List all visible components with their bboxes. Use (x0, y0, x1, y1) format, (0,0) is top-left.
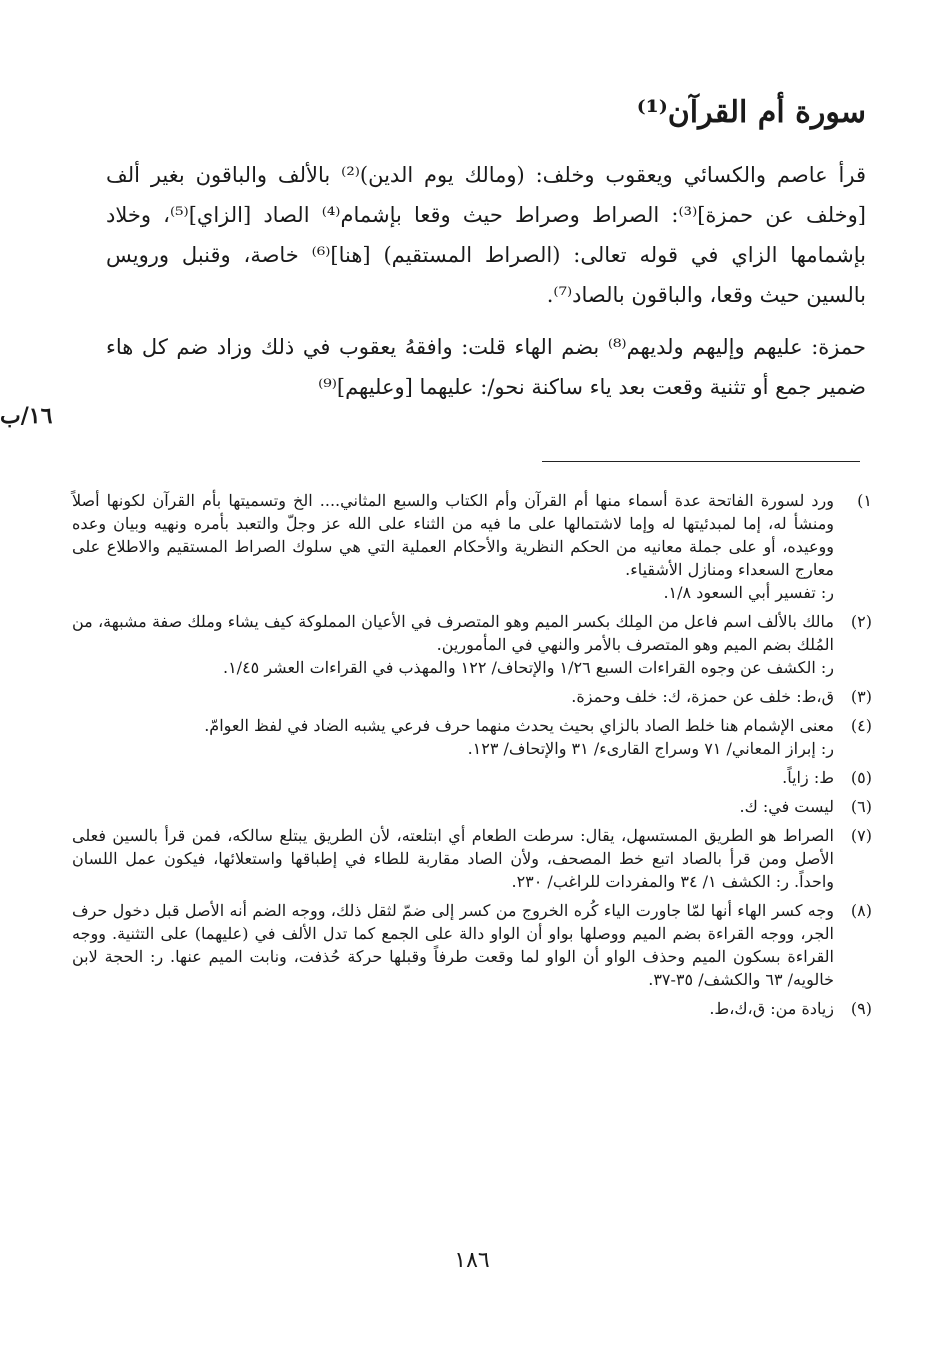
main-paragraph-2: حمزة: عليهم وإليهم ولديهم⁽⁸⁾ بضم الهاء قلت: وافقهُ يعقوب في ذلك وزاد ضم كل هاء ضمير جمع أو تثنية وقعت بعد ياء ساكنة نحو/: عليهما [وعليهم]⁽⁹⁾ (106, 335, 866, 399)
footnote-number: (٩) (850, 999, 872, 1018)
footnote-1 (72, 489, 872, 604)
footnote-3 (72, 685, 872, 708)
footnote-text: زيادة من: ق،ك،ط. (709, 999, 834, 1018)
footnote-reference: ر: إبراز المعاني/ ٧١ وسراج القارىء/ ٣١ والإتحاف/ ١٢٣. (467, 739, 834, 758)
footnote-text: ورد لسورة الفاتحة عدة أسماء منها أم القرآن وأم الكتاب والسبع المثاني.... الخ وتسميتها بأم القرآن لكونها أصلاً ومنشأ له، إما لمبدئيتها له وإما لاشتمالها على ما فيه من الثناء على الله عز وجلّ والتعبد بأمره ونهيه وبيان وعده ووعيده، أو على جملة معانيه من الحكم النظرية والأحكام العملية التي هي سلوك الصراط المستقيم والاطلاع على معارج السعداء ومنازل الأشقياء. (72, 491, 834, 579)
footnote-text: مالك بالألف اسم فاعل من المِلك بكسر الميم وهو المتصرف في الأعيان المملوكة كيف يشاء وملك صفة مشبهة، من المُلك بضم الميم وهو المتصرف بالأمر والنهي في المأمورين. (72, 612, 834, 654)
footnote-text: ق،ط: خلف عن حمزة، ك: خلف وحمزة. (571, 687, 834, 706)
footnote-8 (72, 899, 872, 991)
footnotes (72, 489, 872, 1026)
footnote-number: (٤) (850, 716, 872, 735)
footnote-text: معنى الإشمام هنا خلط الصاد بالزاي بحيث يحدث منهما حرف فرعي يشبه الضاد في لفظ العوامّ. (204, 716, 834, 735)
footnote-4 (72, 714, 872, 760)
footnote-text: ليست في: ك. (739, 797, 834, 816)
footnote-reference: ر: تفسير أبي السعود ١/٨. (663, 583, 834, 602)
footnote-number: (٥) (850, 768, 872, 787)
footnote-number: (٣) (850, 687, 872, 706)
footnote-text: الصراط هو الطريق المستسهل، يقال: سرطت الطعام أي ابتلعته، لأن الطريق يبتلع سالكه، فمن قرأ بالسين فعلى الأصل ومن قرأ بالصاد اتبع خط المصحف، ولأن الصاد مقاربة للطاء في إطباقها واستعلائها، فيكون عمل اللسان واحداً. ر: الكشف ١/ ٣٤ والمفردات للراغب/ ٢٣٠. (72, 826, 834, 891)
main-paragraph-1: قرأ عاصم والكسائي ويعقوب وخلف: (ومالك يوم الدين)⁽²⁾ بالألف والباقون بغير ألف [وخلف عن حمزة]⁽³⁾: الصراط وصراط حيث وقعا بإشمام⁽⁴⁾ الصاد [الزاي]⁽⁵⁾، وخلاد بإشمامها الزاي في قوله تعالى: (الصراط المستقيم) [هنا]⁽⁶⁾ خاصة، وقنبل ورويس بالسين حيث وقعا، والباقون بالصاد⁽⁷⁾. (106, 163, 866, 307)
footnote-number: (٨) (850, 901, 872, 920)
surah-title: سورة أم القرآن⁽¹⁾ (636, 95, 866, 130)
footnote-divider (542, 461, 860, 462)
footnote-text: ط: زاياً. (782, 768, 834, 787)
footnote-5 (72, 766, 872, 789)
footnote-9 (72, 997, 872, 1020)
manuscript-folio-marker: ١٦/ب (0, 403, 53, 429)
footnote-number: (٦) (850, 797, 872, 816)
footnote-reference: ر: الكشف عن وجوه القراءات السبع ١/٢٦ والإتحاف/ ١٢٢ والمهذب في القراءات العشر ١/٤٥. (222, 658, 834, 677)
main-text (106, 155, 866, 419)
footnote-text: وجه كسر الهاء أنها لمّا جاورت الياء كُره الخروج من كسر إلى ضمّ لثقل ذلك، ووجه الضم أنه الأصل قبل دخول حرف الجر، ووجه القراءة بضم الميم ووصلها بواو أن الواو دالة على الجمع كما تدل الألف في (عليهما) على التثنية. ووجه القراءة بسكون الميم وحذف الواو أن الواو لما وقعت طرفاً وقبلها حركة حُذفت، ونابت الميم عنها. ر: الحجة لابن خالويه/ ٦٣ والكشف/ ٣٥-٣٧. (72, 901, 834, 989)
footnote-6 (72, 795, 872, 818)
footnote-number: (٢) (850, 612, 872, 631)
footnote-number: (٧) (850, 826, 872, 845)
footnote-7 (72, 824, 872, 893)
footnote-number: ١) (857, 491, 872, 510)
footnote-2 (72, 610, 872, 679)
page-number: ١٨٦ (454, 1248, 490, 1273)
